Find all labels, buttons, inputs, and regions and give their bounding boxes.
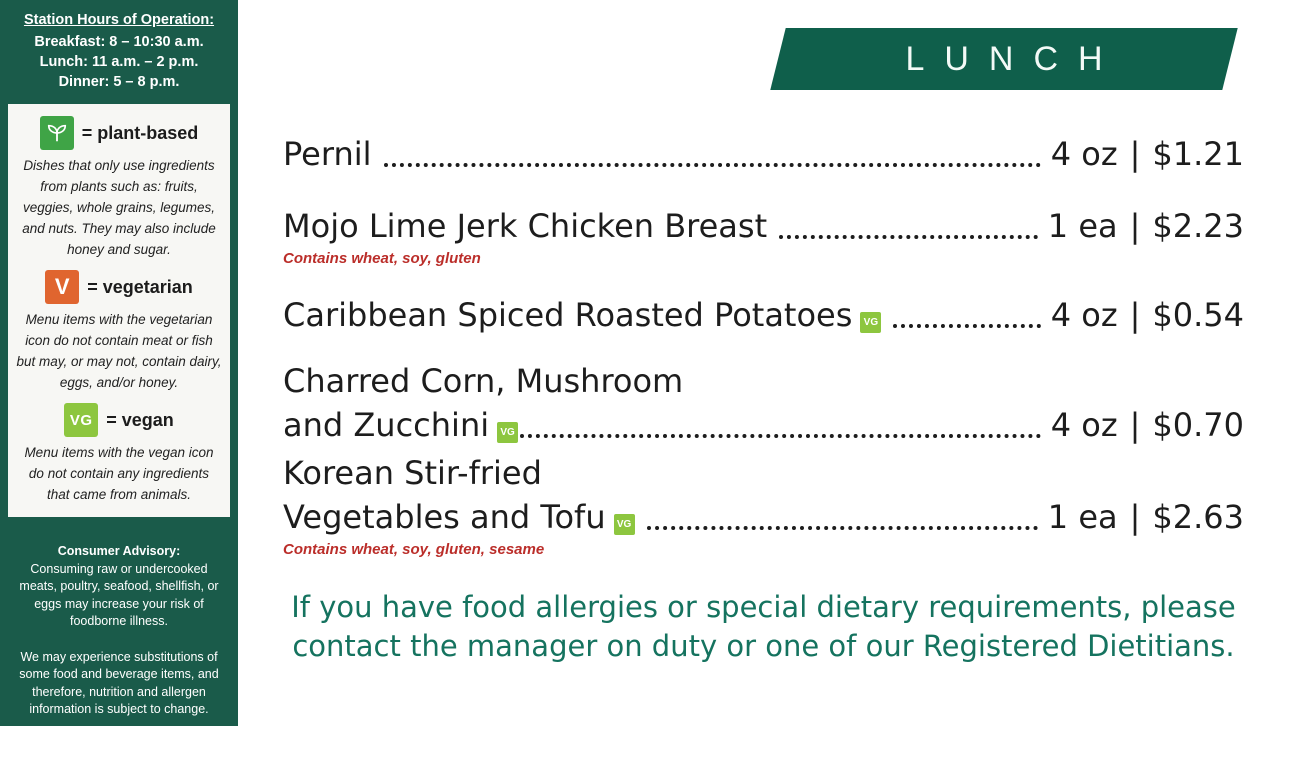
menu-item-pernil xyxy=(283,132,1244,176)
menu-main xyxy=(238,0,1292,726)
vegan-icon: VG xyxy=(497,422,518,443)
consumer-advisory xyxy=(0,517,238,631)
dotted-leader xyxy=(893,324,1040,328)
price-divider: | xyxy=(1129,135,1141,173)
price-divider: | xyxy=(1129,296,1141,334)
consumer-advisory-text: Consuming raw or undercooked meats, poultry, seafood, shellfish, or eggs may increase your risk of foodborne illness. xyxy=(19,561,219,628)
dotted-leader xyxy=(647,526,1038,530)
hours-lunch: Lunch: 11 a.m. – 2 p.m. xyxy=(39,54,199,70)
social-links xyxy=(127,727,226,767)
allergy-notice-line1: If you have food allergies or special dietary requirements, please xyxy=(291,590,1236,624)
meal-banner xyxy=(778,28,1230,90)
binghamton-logo-text xyxy=(53,733,127,761)
station-hours xyxy=(0,0,238,98)
price-divider: | xyxy=(1129,406,1141,444)
meal-title: LUNCH xyxy=(905,39,1123,78)
dotted-leader xyxy=(779,235,1038,239)
vegan-label: = vegan xyxy=(106,409,174,430)
item-price: $1.21 xyxy=(1152,135,1244,173)
item-name: and Zucchini xyxy=(283,406,490,444)
logo-line3: DINING SERVICES xyxy=(53,751,127,761)
price-divider: | xyxy=(1129,498,1141,536)
plant-based-description: Dishes that only use ingredients from plants such as: fruits, veggies, whole grains, legumes, and nuts. They may also include honey and sugar. xyxy=(22,158,216,257)
tiktok-icon: ♪ xyxy=(195,727,222,754)
hours-dinner: Dinner: 5 – 8 p.m. xyxy=(58,74,180,90)
instagram-icon xyxy=(131,727,158,754)
legend-vegetarian xyxy=(14,270,224,304)
plant-based-icon xyxy=(40,116,74,150)
sidebar xyxy=(0,0,238,767)
vegan-icon: VG xyxy=(614,514,635,535)
menu-item-charred-corn-line1 xyxy=(283,359,1244,403)
bearcat-mark-icon xyxy=(14,727,48,767)
binghamton-logo xyxy=(14,727,127,767)
consumer-advisory-title: Consumer Advisory: xyxy=(57,544,181,558)
hours-breakfast: Breakfast: 8 – 10:30 a.m. xyxy=(34,34,204,50)
menu-item-korean-tofu-line1 xyxy=(283,451,1244,495)
allergy-notice xyxy=(283,588,1244,666)
item-price: $2.63 xyxy=(1152,498,1244,536)
menu-item-korean-tofu-line2 xyxy=(283,495,1244,539)
vegan-icon: VG xyxy=(860,312,881,333)
item-price: $0.54 xyxy=(1152,296,1244,334)
vegan-icon: VG xyxy=(64,403,98,437)
social-handle: BINGCAMPUSFOOD xyxy=(127,756,226,767)
item-name: Mojo Lime Jerk Chicken Breast xyxy=(283,207,768,245)
item-name: Vegetables and Tofu xyxy=(283,498,606,536)
menu-item-mojo-chicken xyxy=(283,204,1244,248)
item-portion: 1 ea xyxy=(1047,207,1118,245)
item-portion: 4 oz xyxy=(1050,406,1118,444)
item-price: $2.23 xyxy=(1152,207,1244,245)
menu-item-caribbean-potatoes xyxy=(283,293,1244,337)
substitutions-note: We may experience substitutions of some food and beverage items, and therefore, nutrition and allergen information is subject to change. xyxy=(19,649,219,716)
plant-based-label: = plant-based xyxy=(81,122,199,143)
item-name: Charred Corn, Mushroom xyxy=(283,362,684,400)
vegetarian-description: Menu items with the vegetarian icon do not contain meat or fish but may, or may not, contain dairy, eggs, and/or honey. xyxy=(16,312,222,390)
price-divider: | xyxy=(1129,207,1141,245)
item-portion: 1 ea xyxy=(1047,498,1118,536)
allergen-note: Contains wheat, soy, gluten, sesame xyxy=(283,541,545,558)
item-price: $0.70 xyxy=(1152,406,1244,444)
station-hours-title: Station Hours of Operation: xyxy=(23,12,215,28)
diet-legend-panel xyxy=(8,104,230,517)
vegetarian-icon: V xyxy=(45,270,79,304)
dotted-leader xyxy=(384,163,1041,167)
legend-plant-based xyxy=(14,116,224,150)
vegetarian-label: = vegetarian xyxy=(87,276,193,297)
legend-vegan xyxy=(14,403,224,437)
vegan-description: Menu items with the vegan icon do not contain any ingredients that came from animals. xyxy=(24,445,214,502)
item-name: Korean Stir-fried xyxy=(283,454,542,492)
allergen-note: Contains wheat, soy, gluten xyxy=(283,250,481,267)
item-portion: 4 oz xyxy=(1050,135,1118,173)
item-portion: 4 oz xyxy=(1050,296,1118,334)
sidebar-footer xyxy=(0,719,238,777)
allergy-notice-line2: contact the manager on duty or one of our Registered Dietitians. xyxy=(292,629,1235,663)
dotted-leader xyxy=(520,434,1041,438)
menu-list xyxy=(283,132,1244,558)
item-name: Pernil xyxy=(283,135,372,173)
item-name: Caribbean Spiced Roasted Potatoes xyxy=(283,296,853,334)
logo-line2: UNIVERSITY xyxy=(53,740,106,748)
menu-item-charred-corn-line2 xyxy=(283,403,1244,447)
logo-line1: BINGHAMTON xyxy=(53,731,118,741)
facebook-icon: f xyxy=(163,727,190,754)
